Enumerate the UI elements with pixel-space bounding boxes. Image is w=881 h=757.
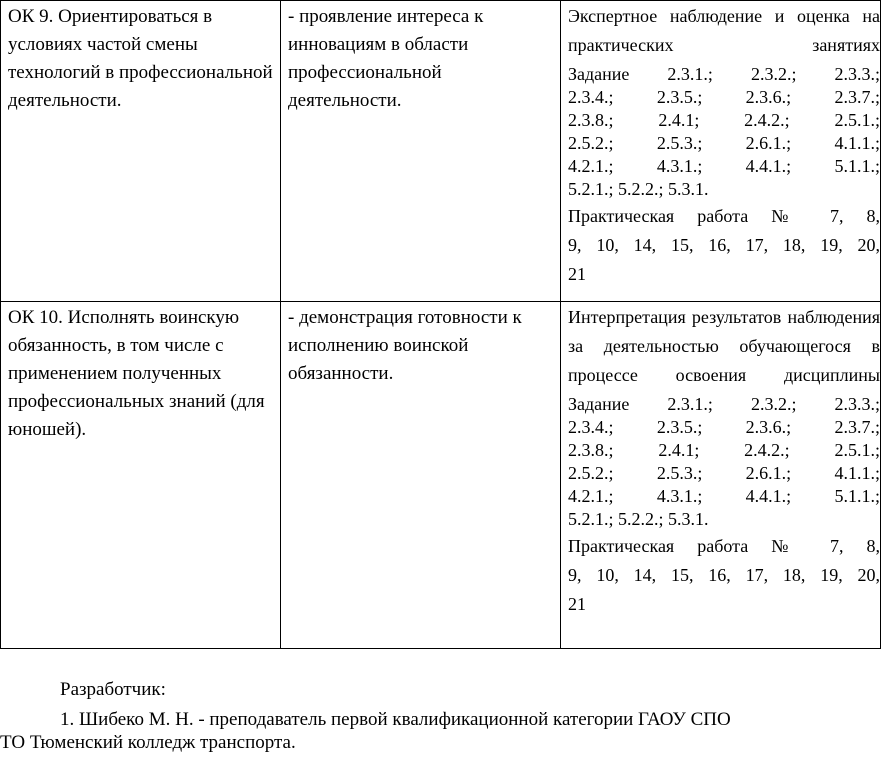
assessment-cell xyxy=(561,1,881,302)
indicator-text: - демонстрация готовности к исполнению воинской обязанности. xyxy=(288,307,522,384)
task-line: 4.2.1.; 4.3.1.; 4.4.1.; 5.1.1.; xyxy=(568,156,880,176)
competency-cell xyxy=(1,302,281,649)
assessment-cell xyxy=(561,302,881,649)
table-row xyxy=(1,1,881,302)
practice-line: 9, 10, 14, 15, 16, 17, 18, 19, 20, xyxy=(568,565,880,585)
task-line: 2.3.8.; 2.4.1; 2.4.2.; 2.5.1.; xyxy=(568,440,880,460)
assessment-title-text: Экспертное наблюдение и оценка на практических занятиях xyxy=(568,6,880,55)
developer-org-line: ТО Тюменский колледж транспорта. xyxy=(0,732,296,753)
practice-line: Практическая работа № 7, 8, xyxy=(568,206,880,226)
indicator-cell xyxy=(281,1,561,302)
task-line: 5.2.1.; 5.2.2.; 5.3.1. xyxy=(568,179,709,199)
practice-line: 9, 10, 14, 15, 16, 17, 18, 19, 20, xyxy=(568,235,880,255)
assessment-content xyxy=(561,1,880,293)
developer-label: Разработчик: xyxy=(60,679,166,700)
assessment-title xyxy=(568,303,880,390)
task-line: 4.2.1.; 4.3.1.; 4.4.1.; 5.1.1.; xyxy=(568,486,880,506)
task-line: 5.2.1.; 5.2.2.; 5.3.1. xyxy=(568,509,709,529)
assessment-title xyxy=(568,2,880,60)
indicator-text: - проявление интереса к инновациям в области профессиональной деятельности. xyxy=(288,6,484,111)
task-list xyxy=(568,63,880,201)
competency-text: ОК 10. Исполнять воинскую обязанность, в том числе с применением полученных профессиональных знаний (для юношей). xyxy=(8,307,265,440)
practice-list xyxy=(568,202,880,289)
practice-line: 21 xyxy=(568,594,586,614)
task-list xyxy=(568,393,880,531)
assessment-title-text: Интерпретация результатов наблюдения за деятельностью обучающегося в процессе освоения дисциплины xyxy=(568,307,880,385)
task-line: 2.3.8.; 2.4.1; 2.4.2.; 2.5.1.; xyxy=(568,110,880,130)
task-line: Задание 2.3.1.; 2.3.2.; 2.3.3.; xyxy=(568,394,880,414)
practice-list xyxy=(568,532,880,619)
competency-text: ОК 9. Ориентироваться в условиях частой смены технологий в профессиональной деятельности. xyxy=(8,6,273,111)
task-line: Задание 2.3.1.; 2.3.2.; 2.3.3.; xyxy=(568,64,880,84)
practice-line: 21 xyxy=(568,264,586,284)
task-line: 2.5.2.; 2.5.3.; 2.6.1.; 4.1.1.; xyxy=(568,463,880,483)
task-line: 2.3.4.; 2.3.5.; 2.3.6.; 2.3.7.; xyxy=(568,87,880,107)
table-row xyxy=(1,302,881,649)
assessment-content xyxy=(561,302,880,623)
developer-name-line: 1. Шибеко М. Н. - преподаватель первой квалификационной категории ГАОУ СПО xyxy=(60,709,731,730)
indicator-cell xyxy=(281,302,561,649)
task-line: 2.3.4.; 2.3.5.; 2.3.6.; 2.3.7.; xyxy=(568,417,880,437)
competency-cell xyxy=(1,1,281,302)
practice-line: Практическая работа № 7, 8, xyxy=(568,536,880,556)
task-line: 2.5.2.; 2.5.3.; 2.6.1.; 4.1.1.; xyxy=(568,133,880,153)
